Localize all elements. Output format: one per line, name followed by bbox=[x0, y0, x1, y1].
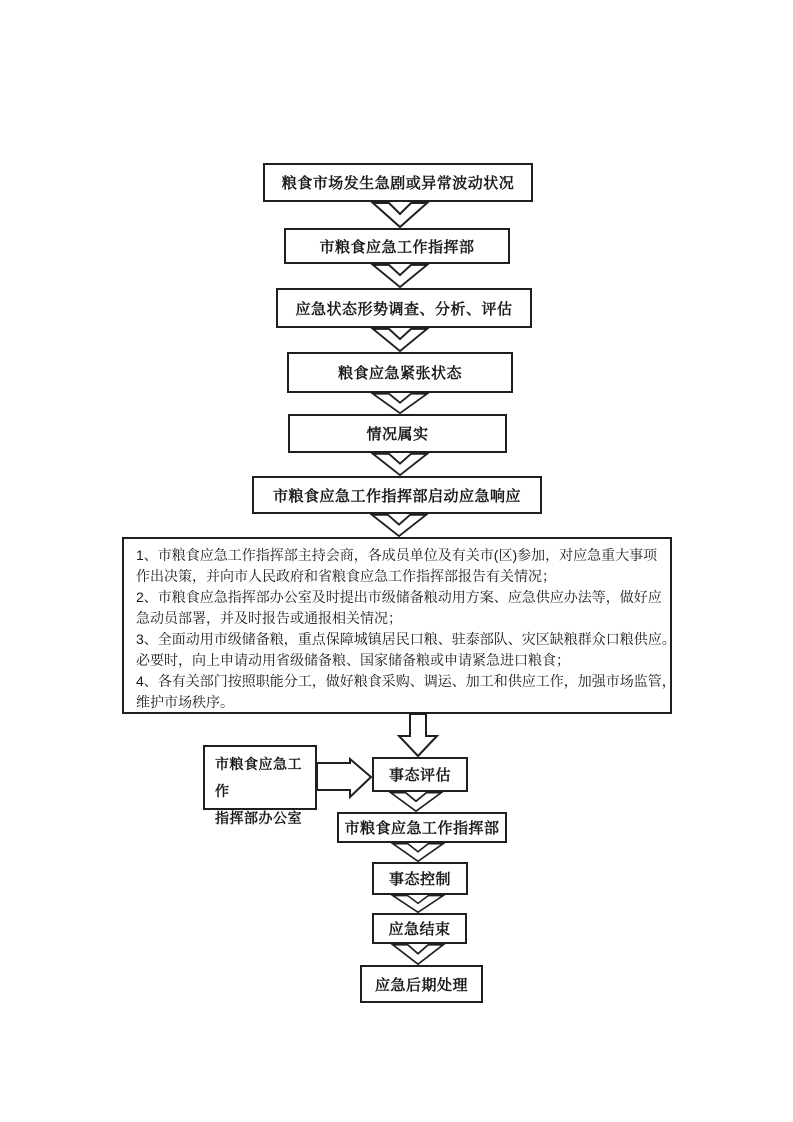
right-arrow-icon bbox=[317, 758, 372, 798]
down-arrow-icon bbox=[372, 264, 428, 288]
node-label: 市粮食应急工作指挥部 bbox=[344, 820, 500, 837]
down-arrow-icon bbox=[392, 843, 444, 862]
flow-node-emergency-tension-state bbox=[287, 352, 513, 393]
down-arrow-icon bbox=[372, 202, 428, 228]
measure-line: 1、市粮食应急工作指挥部主持会商，各成员单位及有关市(区)参加，对应急重大事项 bbox=[136, 547, 658, 563]
node-label: 应急结束 bbox=[388, 921, 451, 938]
flow-node-investigation-analysis bbox=[276, 288, 532, 328]
measure-line: 维护市场秩序。 bbox=[136, 694, 234, 710]
down-arrow-icon bbox=[390, 792, 442, 812]
node-label: 事态评估 bbox=[388, 767, 451, 784]
flow-node-hq-office bbox=[203, 745, 317, 826]
measure-line: 作出决策，并向市人民政府和省粮食应急工作指挥部报告有关情况； bbox=[136, 568, 556, 584]
measure-line: 2、市粮食应急指挥部办公室及时提出市级储备粮动用方案、应急供应办法等，做好应 bbox=[136, 589, 662, 605]
down-arrow-icon bbox=[372, 328, 428, 352]
node-label: 应急状态形势调查、分析、评估 bbox=[295, 300, 513, 318]
measure-line: 4、各有关部门按照职能分工，做好粮食采购、调运、加工和供应工作，加强市场监管， bbox=[136, 673, 676, 689]
node-label: 事态控制 bbox=[388, 871, 451, 888]
node-label: 应急后期处理 bbox=[374, 976, 468, 994]
down-arrow-icon bbox=[392, 895, 444, 913]
flow-node-market-fluctuation bbox=[263, 163, 533, 202]
flow-node-command-hq-2 bbox=[337, 812, 507, 843]
node-label-line2: 指挥部办公室 bbox=[215, 810, 302, 826]
node-label: 市粮食应急工作指挥部 bbox=[319, 238, 475, 256]
flow-node-command-hq bbox=[284, 228, 510, 264]
flow-node-situation-control bbox=[372, 862, 468, 895]
node-label: 情况属实 bbox=[366, 426, 429, 443]
node-label: 粮食市场发生急剧或异常波动状况 bbox=[281, 175, 515, 192]
flow-node-situation-evaluation bbox=[372, 757, 468, 792]
flow-node-post-emergency-handling bbox=[360, 965, 483, 1003]
flow-node-start-response bbox=[252, 476, 542, 514]
measure-line: 必要时，向上申请动用省级储备粮、国家储备粮或申请紧急进口粮食； bbox=[136, 652, 570, 668]
node-label: 市粮食应急工作指挥部启动应急响应 bbox=[272, 487, 521, 505]
down-arrow-shaft-icon bbox=[398, 714, 438, 757]
down-arrow-icon bbox=[372, 393, 428, 414]
flow-node-response-measures bbox=[122, 537, 676, 714]
down-arrow-icon bbox=[371, 514, 427, 537]
flow-node-situation-confirmed bbox=[288, 414, 507, 453]
down-arrow-icon bbox=[392, 944, 444, 965]
measure-line: 急动员部署，并及时报告或通报相关情况； bbox=[136, 610, 402, 626]
node-label-line1: 市粮食应急工作 bbox=[215, 756, 302, 799]
node-label: 粮食应急紧张状态 bbox=[337, 365, 462, 382]
down-arrow-icon bbox=[372, 453, 428, 476]
flow-node-emergency-end bbox=[372, 913, 467, 944]
measure-line: 3、全面动用市级储备粮，重点保障城镇居民口粮、驻泰部队、灾区缺粮群众口粮供应。 bbox=[136, 631, 676, 647]
